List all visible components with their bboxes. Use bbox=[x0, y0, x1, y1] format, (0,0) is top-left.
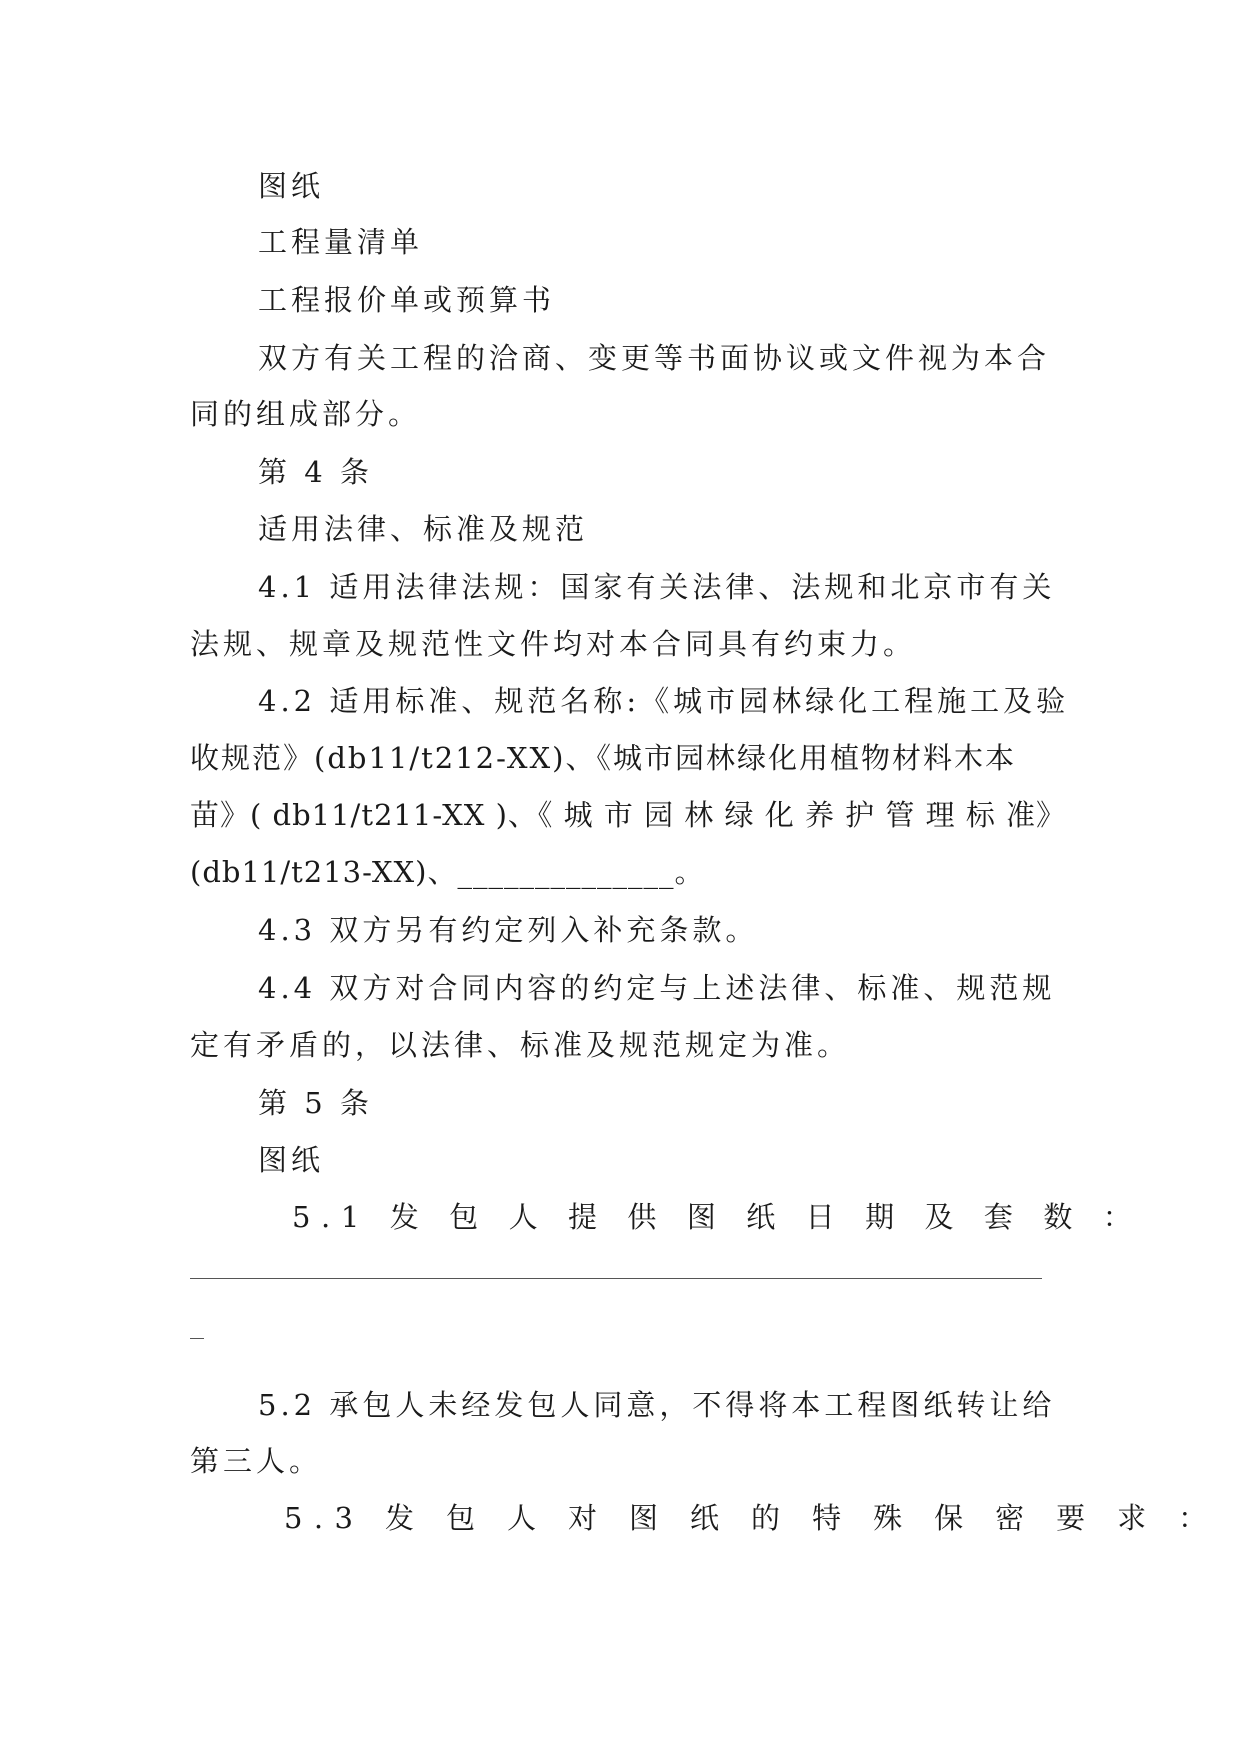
paragraph-agreements-line1: 双方有关工程的洽商、变更等书面协议或文件视为本合 bbox=[258, 341, 1051, 375]
article-5-title: 图纸 bbox=[258, 1143, 325, 1177]
clause-4-4-line1: 4.4 双方对合同内容的约定与上述法律、标准、规范规 bbox=[258, 971, 1056, 1005]
article-4-title: 适用法律、标准及规范 bbox=[258, 512, 589, 546]
clause-4-2-line4: (db11/t213-XX)、______________。 bbox=[190, 855, 705, 889]
blank-fill-line-end bbox=[190, 1338, 204, 1339]
clause-4-3: 4.3 双方另有约定列入补充条款。 bbox=[258, 913, 759, 947]
clause-4-2-line2: 收规范》(db11/t212-XX)、《城市园林绿化用植物材料木本 bbox=[190, 741, 1016, 775]
clause-4-2-line1: 4.2 适用标准、规范名称:《城市园林绿化工程施工及验 bbox=[258, 684, 1070, 718]
blank-fill-line bbox=[190, 1278, 1042, 1279]
item-drawings: 图纸 bbox=[258, 169, 325, 203]
item-quotation: 工程报价单或预算书 bbox=[258, 283, 556, 317]
clause-4-1-line2: 法规、规章及规范性文件均对本合同具有约束力。 bbox=[190, 627, 917, 661]
article-5-heading: 第 5 条 bbox=[258, 1086, 373, 1120]
paragraph-agreements-line2: 同的组成部分。 bbox=[190, 397, 422, 431]
clause-4-1-line1: 4.1 适用法律法规：国家有关法律、法规和北京市有关 bbox=[258, 570, 1056, 604]
clause-4-2-line3: 苗》( db11/t211-XX )、《 城 市 园 林 绿 化 养 护 管 理 标 准》 bbox=[190, 798, 1067, 832]
clause-5-2-line2: 第三人。 bbox=[190, 1444, 323, 1478]
item-bill-of-quantities: 工程量清单 bbox=[258, 225, 424, 259]
clause-4-4-line2: 定有矛盾的，以法律、标准及规范规定为准。 bbox=[190, 1028, 851, 1062]
article-4-heading: 第 4 条 bbox=[258, 455, 373, 489]
clause-5-3: 5.3 发 包 人 对 图 纸 的 特 殊 保 密 要 求 ： bbox=[284, 1501, 1219, 1535]
clause-5-2-line1: 5.2 承包人未经发包人同意，不得将本工程图纸转让给 bbox=[258, 1388, 1056, 1422]
clause-5-1: 5.1 发 包 人 提 供 图 纸 日 期 及 套 数 ： bbox=[292, 1200, 1143, 1234]
